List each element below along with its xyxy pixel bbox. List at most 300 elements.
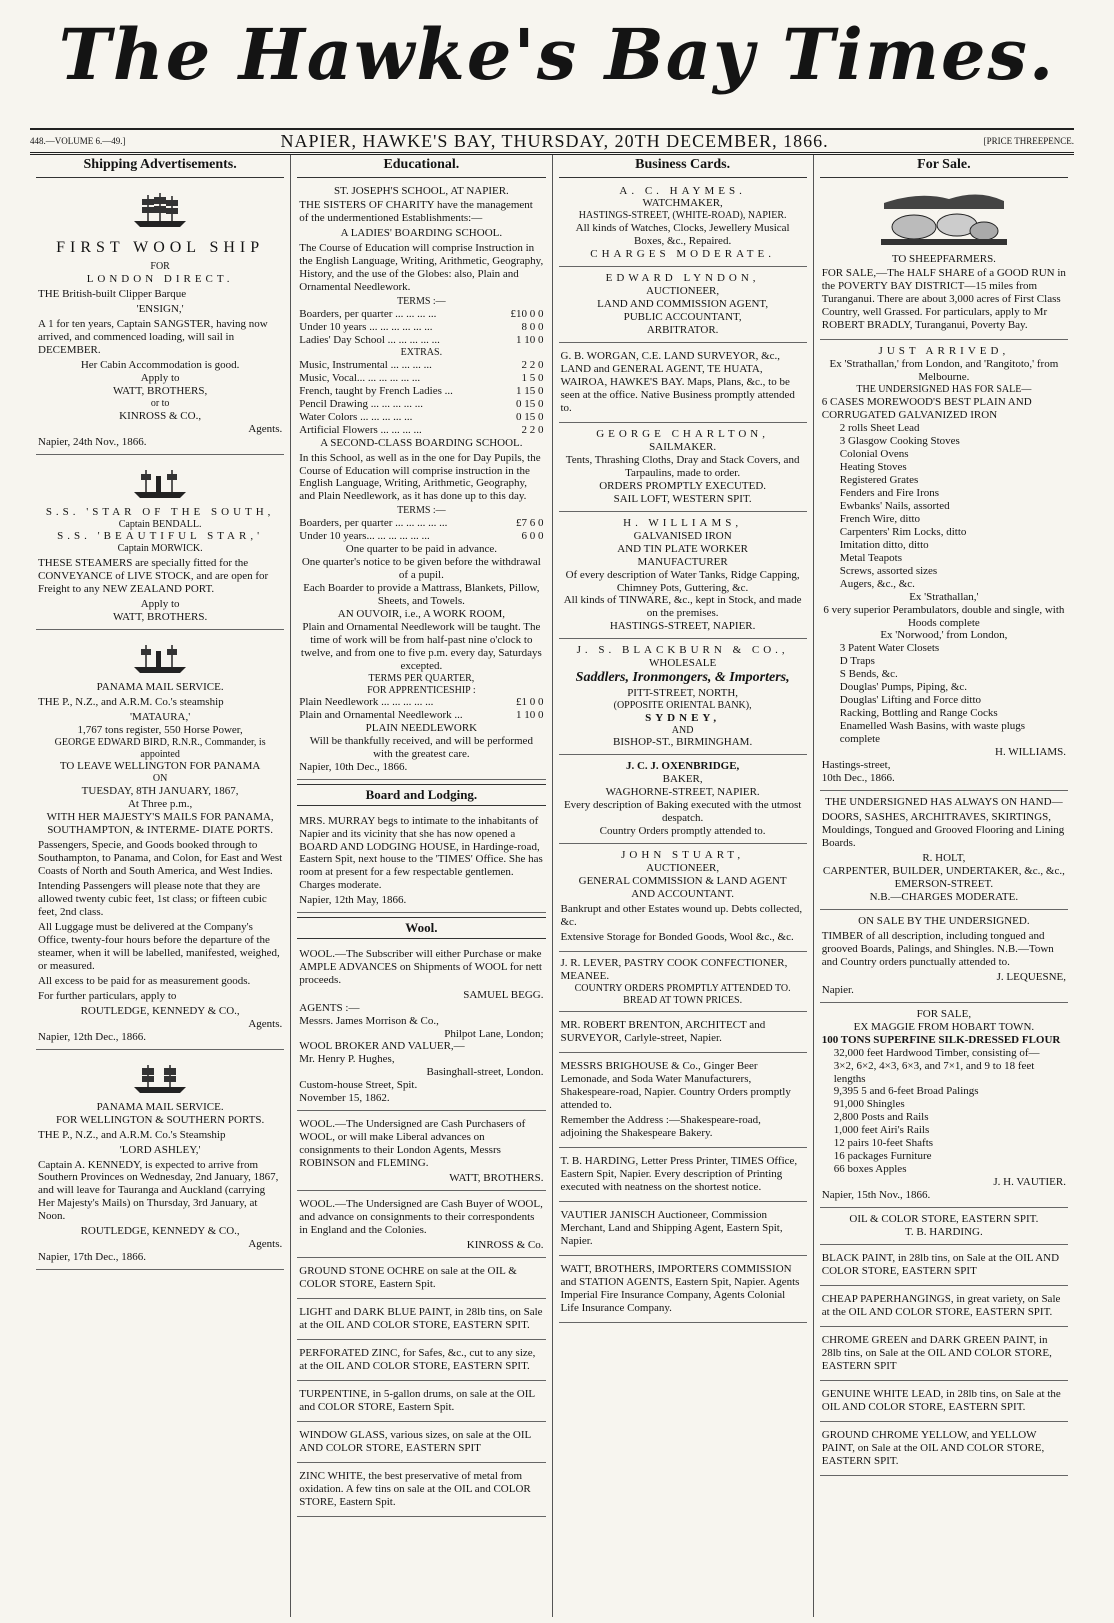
business-line: AUCTIONEER, [646, 862, 720, 875]
ad-body: WINDOW GLASS, various sizes, on sale at the OIL AND COLOR STORE, EASTERN SPIT [299, 1428, 531, 1454]
ad-date: November 15, 1862. [299, 1092, 390, 1105]
fee-item: Artificial Flowers ... ... ... ... [299, 423, 422, 436]
business-line: LAND AND COMMISSION AGENT, [597, 298, 769, 311]
agents-label: AGENTS :— [299, 1001, 360, 1014]
fee-item: Boarders, per quarter ... ... ... ... [299, 308, 437, 321]
ad-body: ZINC WHITE, the best preservative of metal from oxidation. A few tins on sale at the OIL and COLOR STORE, Eastern Spit. [299, 1469, 531, 1508]
columns [30, 155, 1074, 1617]
fee-row [299, 411, 543, 424]
ad-lyndon [559, 269, 807, 343]
ad-oil-color [820, 1329, 1068, 1381]
ad-oil-color [297, 1424, 545, 1463]
ad-date: Napier, 17th Dec., 1866. [38, 1251, 147, 1264]
ad-title: OIL & COLOR STORE, EASTERN SPIT. [849, 1213, 1039, 1226]
agent-name: ROUTLEDGE, KENNEDY & CO., [80, 1004, 240, 1017]
ad-body: LIGHT and DARK BLUE PAINT, in 28lb tins, on Sale at the OIL AND COLOR STORE, EASTERN SPIT. [299, 1305, 543, 1331]
fee-item: Under 10 years ... ... ... ... ... ... [299, 321, 433, 334]
business-address: HASTINGS-STREET, (WHITE-ROAD), NAPIER. [578, 210, 787, 222]
apply-label: Apply to [140, 371, 180, 384]
ad-oil-color [820, 1288, 1068, 1327]
list-item: 91,000 Shingles [833, 1098, 905, 1111]
list-item: French Wire, ditto [839, 512, 921, 525]
list-item: Screws, assorted sizes [839, 564, 938, 577]
ad-subtitle: FOR WELLINGTON & SOUTHERN PORTS. [56, 1113, 265, 1126]
business-line: All kinds of TINWARE, &c., kept in Stock, and made on the premises. [563, 594, 802, 620]
business-trade: SAILMAKER. [649, 440, 717, 453]
ad-wool-begg [297, 943, 545, 1112]
section-title: A SECOND-CLASS BOARDING SCHOOL. [320, 436, 523, 449]
list-item: 1,000 feet Airi's Rails [833, 1124, 930, 1137]
agents-label: Agents. [248, 422, 283, 435]
fee-row [299, 385, 543, 398]
list-item: Registered Grates [839, 473, 919, 486]
ad-subtitle: EX MAGGIE FROM HOBART TOWN. [853, 1020, 1035, 1033]
list-item: Ewbanks' Nails, assorted [839, 499, 950, 512]
dateline-main: NAPIER, HAWKE'S BAY, THURSDAY, 20TH DECEMBER, 1866. [280, 130, 829, 151]
fee-item: Pencil Drawing ... ... ... ... ... [299, 397, 423, 410]
business-address: BISHOP-ST., BIRMINGHAM. [613, 736, 753, 749]
ad-oil-color [820, 1383, 1068, 1422]
apply-label: Apply to [140, 598, 180, 611]
ad-worgan [559, 345, 807, 423]
ad-body: GROUND CHROME YELLOW, and YELLOW PAINT, on Sale at the OIL AND COLOR STORE, EASTERN SPIT. [821, 1428, 1045, 1467]
column-educational [291, 155, 552, 1617]
ship-name: 'LORD ASHLEY,' [119, 1143, 201, 1156]
ad-body: WATT, BROTHERS, IMPORTERS COMMISSION and STATION AGENTS, Eastern Spit, Napier. Agents Imperial Fire Insurance Company, Agents Colonial Life Insurance Company. [560, 1263, 800, 1314]
sailing-time: At Three p.m., [127, 798, 193, 811]
ad-subtitle: T. B. HARDING. [905, 1226, 983, 1239]
ad-brenton [559, 1014, 807, 1053]
ad-title: ST. JOSEPH'S SCHOOL, AT NAPIER. [333, 184, 509, 197]
ad-note: N.B.—CHARGES MODERATE. [869, 890, 1019, 903]
ad-just-arrived [820, 342, 1068, 791]
agent-name: ROUTLEDGE, KENNEDY & CO., [80, 1225, 240, 1238]
business-address: SAIL LOFT, WESTERN SPIT. [613, 492, 752, 505]
fee-amount: 8 0 0 [521, 321, 544, 334]
ad-body: THE SISTERS OF CHARITY have the management of the undermentioned Establishments:— [299, 199, 533, 225]
ship-name: 'MATAURA,' [130, 710, 191, 723]
business-line: AND TIN PLATE WORKER [617, 542, 748, 555]
ad-oil-color [297, 1383, 545, 1422]
list-item: 3 Glasgow Cooking Stoves [839, 434, 960, 447]
ad-oxenbridge [559, 757, 807, 844]
list-item: Metal Teapots [839, 551, 903, 564]
terms-label: TERMS :— [397, 296, 446, 308]
business-address: WAGHORNE-STREET, NAPIER. [605, 786, 760, 799]
list-item: Douglas' Lifting and Force ditto [839, 694, 982, 707]
signature: KINROSS & Co. [466, 1239, 544, 1252]
ad-body: All kinds of Watches, Clocks, Jewellery Musical Boxes, &c., Repaired. [575, 222, 790, 248]
ad-body: VAUTIER JANISCH Auctioneer, Commission Merchant, Land and Shipping Agent, Eastern Spit, Napier. [560, 1209, 783, 1248]
business-line: GENERAL COMMISSION & LAND AGENT [578, 875, 787, 888]
ad-body: DOORS, SASHES, ARCHITRAVES, SKIRTINGS, Mouldings, Tongued and Grooved Flooring and Lining Boards. [821, 811, 1065, 849]
list-item: Carpenters' Rim Locks, ditto [839, 525, 967, 538]
ad-subtitle: Ex 'Strathallan,' from London, and 'Rangitoto,' from Melbourne. [829, 358, 1059, 384]
column-header: Shipping Advertisements. [36, 155, 284, 178]
business-trade: BAKER, [662, 773, 703, 786]
fee-item: Music, Instrumental ... ... ... ... [299, 358, 432, 371]
note: One quarter's notice to be given before the withdrawal of a pupil. [301, 556, 541, 582]
agent-name: WATT, BROTHERS. [113, 611, 208, 624]
ad-oil-color [297, 1260, 545, 1299]
list-item: Enamelled Wash Basins, with waste plugs complete [839, 720, 1026, 746]
column-header: For Sale. [820, 155, 1068, 178]
fee-item: French, taught by French Ladies ... [299, 384, 453, 397]
ad-desc: Captain A. KENNEDY, is expected to arrive from Southern Provinces on Wednesday, 2nd January, 1867, and will leave for Tauranga and Auckland (carrying Her Majesty's Mails) on Thursday, 3rd January, at Noon. [38, 1158, 279, 1223]
business-city: SYDNEY, [645, 711, 721, 724]
ad-oil-color-store [820, 1210, 1068, 1245]
business-line: AND [671, 724, 694, 736]
signature: H. WILLIAMS. [995, 746, 1066, 759]
agent-name: WATT, BROTHERS, [113, 384, 208, 397]
ad-paragraph: Intending Passengers will please note that they are allowed twenty cubic feet, 1st class; or fifteen cubic feet, 2nd class. [38, 880, 267, 918]
list-item: Douglas' Pumps, Piping, &c. [839, 681, 968, 694]
section-title: AN OUVOIR, i.e., A WORK ROOM, [337, 608, 505, 620]
ad-holt [820, 793, 1068, 910]
ad-body: WOOL.—The Undersigned are Cash Purchasers of WOOL, or will make Liberal advances on consignments to their London Agents, Messrs ROBINSON and FLEMING. [299, 1118, 526, 1170]
column-header: Educational. [297, 155, 545, 178]
ad-brighouse [559, 1055, 807, 1148]
ad-body: CHEAP PAPERHANGINGS, in great variety, on Sale at the OIL AND COLOR STORE, EASTERN SPIT. [821, 1293, 1061, 1319]
destination: LONDON DIRECT. [86, 273, 234, 286]
ad-subtitle: THE UNDERSIGNED HAS FOR SALE— [856, 384, 1032, 396]
ad-subtitle: Ex 'Strathallan,' [909, 590, 979, 603]
masthead-title: The Hawke's Bay Times. [58, 13, 1056, 96]
captain: Captain BENDALL. [118, 518, 202, 530]
business-line: MANUFACTURER [637, 555, 728, 568]
ad-body: Tents, Thrashing Cloths, Dray and Stack Covers, and Tarpaulins, made to order. [565, 453, 800, 479]
business-line: PUBLIC ACCOUNTANT, [623, 311, 742, 324]
list-item: 3×2, 6×2, 4×3, 6×3, and 7×1, and 9 to 18 feet lengths [833, 1059, 1035, 1085]
ad-body: THE P., N.Z., and A.R.M. Co.'s Steamship [38, 1128, 226, 1141]
ad-title: ON SALE BY THE UNDERSIGNED. [858, 914, 1030, 927]
ad-date: Napier, 24th Nov., 1866. [38, 435, 147, 448]
ad-board-lodging [297, 810, 545, 914]
agent-line: Messrs. James Morrison & Co., [299, 1014, 439, 1027]
ship-icon [130, 1061, 190, 1097]
ad-williams [559, 514, 807, 640]
list-item: Augers, &c., &c. [839, 577, 915, 590]
ad-wool-ship [36, 182, 284, 455]
commander: GEORGE EDWARD BIRD, R.N.R., Commander, is appointed [54, 736, 266, 760]
ad-wool-kinross [297, 1193, 545, 1258]
ad-vautier-flour [820, 1005, 1068, 1209]
sheep-illustration [879, 189, 1009, 249]
business-name: EDWARD LYNDON, [605, 272, 760, 285]
ad-lequesne [820, 912, 1068, 1003]
ad-blackburn [559, 641, 807, 755]
ad-body: BLACK PAINT, in 28lb tins, on Sale at the OIL AND COLOR STORE, EASTERN SPIT [821, 1252, 1060, 1278]
fee-row [299, 334, 543, 347]
ad-oil-color [297, 1465, 545, 1517]
ad-body: PERFORATED ZINC, for Safes, &c., cut to any size, at the OIL AND COLOR STORE, EASTERN SPIT. [299, 1346, 536, 1372]
business-trade: WATCHMAKER, [642, 197, 723, 210]
list-item: Racking, Bottling and Range Cocks [839, 707, 998, 720]
list-item: 2,800 Posts and Rails [833, 1111, 929, 1124]
ad-title: JUST ARRIVED, [878, 345, 1010, 358]
ad-charlton [559, 425, 807, 512]
ad-note: Remember the Address :—Shakespeare-road, adjoining the Shakespeare Bakery. [560, 1114, 761, 1140]
ad-body: FOR SALE,—The HALF SHARE of a GOOD RUN in the POVERTY BAY DISTRICT—15 miles from Turanganui. There are about 3,000 acres of First Class Country, well Grassed. For particulars, apply to Mr ROBERT BRADLY, Turanganui, Poverty Bay. [821, 267, 1066, 332]
fee-amount: 1 5 0 [521, 371, 544, 384]
business-address: EMERSON-STREET. [894, 877, 994, 890]
ship-icon [130, 191, 190, 231]
ad-title: PANAMA MAIL SERVICE. [96, 1100, 224, 1113]
list-item: 3 Patent Water Closets [839, 642, 940, 655]
fee-amount: 6 0 0 [521, 530, 544, 543]
fee-row [299, 398, 543, 411]
list-item: Heating Stoves [839, 460, 907, 473]
column-for-sale [814, 155, 1074, 1617]
business-name: GEORGE CHARLTON, [596, 427, 770, 440]
signature: J. LEQUESNE, [996, 970, 1066, 983]
ad-panama-mataura [36, 632, 284, 1050]
ad-desc: A 1 for ten years, Captain SANGSTER, having now arrived, and commenced loading, will sail in DECEMBER. [38, 318, 268, 357]
fee-row [299, 530, 543, 543]
ad-body: CHROME GREEN and DARK GREEN PAINT, in 28lb tins, on Sale at the OIL AND COLOR STORE, EASTERN SPIT [821, 1334, 1052, 1372]
ad-title: FOR SALE, [916, 1007, 972, 1020]
for-label: FOR [150, 261, 170, 273]
ad-body: G. B. WORGAN, C.E. LAND SURVEYOR, &c., LAND and GENERAL AGENT, TE HUATA, WAIROA, HAWKE'S BAY. Maps, Plans, &c., to be seen at the office. Native Business promptly attended to. [560, 350, 795, 414]
ad-oil-color [820, 1247, 1068, 1286]
business-name: J. S. BLACKBURN & CO., [576, 644, 789, 657]
business-name: JOHN STUART, [621, 849, 745, 862]
business-name: J. C. J. OXENBRIDGE, [625, 760, 740, 773]
masthead [0, 0, 1114, 110]
fee-amount: 0 15 0 [516, 410, 544, 423]
item-list [822, 422, 1066, 591]
ad-body: MRS. MURRAY begs to intimate to the inhabitants of Napier and its vicinity that she has now opened a BOARD AND LODGING HOUSE, in Hardinge-road, Eastern Spit, next house to the 'TIMES' Office. She has room at present for a few respectable gentlemen. Charges moderate. [299, 814, 543, 892]
ad-paragraph: Passengers, Specie, and Goods booked through to Southampton, to Panama, and Colon, for East and West Coasts of North and South America, and West Indies. [38, 839, 283, 878]
column-shipping [30, 155, 291, 1617]
ad-paragraph: All excess to be paid for as measurement goods. [38, 974, 251, 987]
ad-body: 100 TONS SUPERFINE SILK-DRESSED FLOUR [821, 1033, 1061, 1046]
business-line: Of every description of Water Tanks, Ridge Capping, Chimney Pots, Guttering, &c. [565, 568, 800, 594]
sailing-date: TUESDAY, 8TH JANUARY, 1867, [81, 785, 239, 798]
signature: SAMUEL BEGG. [463, 988, 544, 1001]
ad-subtitle: Ex 'Norwood,' from London, [880, 629, 1008, 642]
terms-label: TERMS PER QUARTER, [368, 672, 475, 684]
steamship-icon [130, 466, 190, 502]
ad-note: CHARGES MODERATE. [590, 248, 775, 261]
ad-body: T. B. HARDING, Letter Press Printer, TIMES Office, Eastern Spit, Napier. Every description of Printing executed with neatness on the shortest notice. [560, 1155, 798, 1194]
fee-row [299, 372, 543, 385]
ad-body: THE P., N.Z., and A.R.M. Co.'s steamship [38, 695, 224, 708]
ad-haymes [559, 182, 807, 268]
fee-row [299, 709, 543, 722]
ad-body: TIMBER of all description, including tongued and grooved Boards, Palings, and Shingles. N.B.—Town and Country orders punctually attended to. [821, 929, 1054, 968]
business-name: J. R. LEVER, PASTRY COOK CONFECTIONER, MEANEE. [560, 956, 788, 982]
agents-label: Agents. [248, 1238, 283, 1251]
list-item: D Traps [839, 655, 875, 668]
ad-title: THE UNDERSIGNED HAS ALWAYS ON HAND— [825, 796, 1063, 809]
agent-name: KINROSS & CO., [119, 409, 202, 422]
agent-line: WOOL BROKER AND VALUER,— [299, 1040, 465, 1053]
ad-body: MESSRS BRIGHOUSE & Co., Ginger Beer Lemonade, and Soda Water Manufacturers, Shakespeare-road, Napier. Country Orders promptly attended to. [560, 1060, 791, 1112]
ad-sheepfarmers [820, 182, 1068, 341]
section-header: Wool. [297, 917, 545, 938]
ad-title: PANAMA MAIL SERVICE. [96, 680, 224, 693]
ad-date: 10th Dec., 1866. [821, 772, 895, 785]
fee-row [299, 308, 543, 321]
extras-label: EXTRAS. [400, 346, 443, 358]
ad-body: TURPENTINE, in 5-gallon drums, on sale at the OIL and COLOR STORE, Eastern Spit. [299, 1387, 535, 1413]
ad-panama-lord-ashley [36, 1052, 284, 1271]
fee-item: Music, Vocal... ... ... ... ... ... [299, 371, 421, 384]
fee-row [299, 359, 543, 372]
business-trade: CARPENTER, BUILDER, UNDERTAKER, &c., &c., [822, 864, 1065, 877]
ad-address: Napier. [821, 983, 854, 996]
list-item: 66 boxes Apples [833, 1163, 907, 1176]
signature: J. H. VAUTIER. [993, 1176, 1066, 1189]
cabin-note: Her Cabin Accommodation is good. [80, 359, 240, 371]
ad-body: Extensive Storage for Bonded Goods, Wool &c., &c. [560, 930, 794, 943]
list-item: 2 rolls Sheet Lead [839, 421, 920, 434]
column-business-cards [553, 155, 814, 1617]
terms-label: TERMS :— [397, 505, 446, 517]
ad-note: Country Orders promptly attended to. [599, 825, 766, 838]
mails-line: WITH HER MAJESTY'S MAILS FOR PANAMA, SOUTHAMPTON, & INTERME- DIATE PORTS. [46, 811, 274, 837]
on-label: ON [152, 773, 168, 785]
list-item: Fenders and Fire Irons [839, 486, 940, 499]
ad-body: WOOL.—The Undersigned are Cash Buyer of WOOL, and advance on consignments to their correspondents in England and the Colonies. [299, 1198, 543, 1237]
ad-body: 6 CASES MOREWOOD'S BEST PLAIN AND CORRUGATED GALVANIZED IRON [821, 396, 1032, 421]
fee-item: Boarders, per quarter ... ... ... ... ... [299, 517, 448, 530]
agents-label: Agents. [248, 1017, 283, 1030]
leave-line: TO LEAVE WELLINGTON FOR PANAMA [59, 760, 261, 773]
ad-note: BREAD AT TOWN PRICES. [623, 994, 743, 1006]
fee-amount: £7 6 0 [516, 517, 544, 530]
agent-line: Custom-house Street, Spit. [299, 1079, 418, 1092]
business-name: A. C. HAYMES. [619, 184, 746, 197]
fee-amount: 0 15 0 [516, 397, 544, 410]
section-title: A LADIES' BOARDING SCHOOL. [340, 227, 503, 240]
dateline [30, 128, 1074, 155]
business-line: ARBITRATOR. [646, 324, 719, 337]
list-item: 32,000 feet Hardwood Timber, consisting of— [833, 1046, 1040, 1059]
business-name: R. HOLT, [922, 851, 966, 864]
ad-body: GROUND STONE OCHRE on sale at the OIL & COLOR STORE, Eastern Spit. [299, 1265, 517, 1290]
fee-row [299, 517, 543, 530]
ad-paragraph: All Luggage must be delivered at the Company's Office, twenty-four hours before the departure of the steamer, when it will be labelled, manifested, weighed, or measured. [38, 920, 280, 972]
business-address: PITT-STREET, NORTH, [627, 686, 739, 699]
signature: WATT, BROTHERS. [449, 1172, 544, 1185]
steamship-icon [130, 641, 190, 677]
or-label: or to [150, 397, 170, 409]
fee-row [299, 321, 543, 334]
fee-row [299, 424, 543, 437]
fee-amount: 2 2 0 [521, 358, 544, 371]
ad-body: 6 very superior Perambulators, double and single, with Hoods complete [823, 603, 1065, 629]
business-line: AND ACCOUNTANT. [631, 888, 735, 901]
captain: Captain MORWICK. [117, 543, 203, 555]
fee-amount: 1 10 0 [516, 334, 544, 346]
agent-line: Philpot Lane, London; [444, 1027, 544, 1040]
item-list [822, 1047, 1066, 1177]
agent-line: Basinghall-street, London. [426, 1066, 544, 1079]
ship-name: S.S. 'BEAUTIFUL STAR,' [57, 530, 264, 543]
ad-desc: The Course of Education will comprise Instruction in the English Language, Writing, Arithmetic, Geography, History, and the use of the Globes: also, Plain and Ornamental Needlework. [299, 242, 544, 294]
list-item: Imitation ditto, ditto [839, 538, 929, 551]
fee-item: Plain Needlework ... ... ... ... ... [299, 696, 434, 709]
ad-title: TO SHEEPFARMERS. [891, 252, 996, 265]
business-name: H. WILLIAMS, [623, 516, 743, 529]
section-title: PLAIN NEEDLEWORK [365, 722, 478, 735]
ad-address: Hastings-street, [821, 759, 891, 772]
section-header: Board and Lodging. [297, 784, 545, 805]
ad-body: THE British-built Clipper Barque [38, 288, 187, 301]
ad-stuart [559, 846, 807, 952]
ad-st-josephs-school [297, 182, 545, 781]
fee-item: Plain and Ornamental Needlework ... [299, 709, 463, 722]
ad-note: COUNTRY ORDERS PROMPTLY ATTENDED TO. [574, 982, 791, 994]
list-item: 16 packages Furniture [833, 1150, 932, 1163]
ad-date: Napier, 12th Dec., 1866. [38, 1030, 147, 1043]
ad-date: Napier, 10th Dec., 1866. [299, 761, 408, 774]
ad-lever [559, 954, 807, 1013]
ad-title: FIRST WOOL SHIP [56, 238, 265, 256]
business-line: AUCTIONEER, [646, 285, 720, 298]
ad-body: Every description of Baking executed with the utmost despatch. [563, 799, 802, 825]
ad-desc: Plain and Ornamental Needlework will be taught. The time of work will be from half-past nine o'clock to twelve, and from one to five p.m. every day, Saturdays excepted. [300, 620, 542, 672]
list-item: 9,395 5 and 6-feet Broad Palings [833, 1085, 979, 1098]
ad-desc: Will be thankfully received, and will be performed with the greatest care. [309, 735, 533, 761]
business-line: WHOLESALE [649, 657, 717, 670]
price: [PRICE THREEPENCE. [983, 136, 1074, 146]
ad-steamers [36, 457, 284, 630]
ad-vautier [559, 1204, 807, 1256]
ad-desc: In this School, as well as in the one for Day Pupils, the Course of Education will comprise instruction in the English Language, Writing, Arithmetic, Geography, and Plain Needlework, as it has done up to this day. [299, 451, 541, 503]
ship-tonnage: 1,767 tons register, 550 Horse Power, [77, 723, 243, 736]
fee-row [299, 696, 543, 709]
fee-amount: £10 0 0 [510, 308, 544, 321]
fee-amount: 1 15 0 [516, 384, 544, 397]
agent-line: Mr. Henry P. Hughes, [299, 1053, 395, 1066]
ad-note: ORDERS PROMPTLY EXECUTED. [599, 479, 767, 492]
fee-item: Under 10 years... ... ... ... ... ... [299, 530, 430, 543]
ad-date: Napier, 15th Nov., 1866. [821, 1189, 931, 1202]
business-line: (OPPOSITE ORIENTAL BANK), [613, 699, 752, 711]
ad-watt-brothers [559, 1258, 807, 1323]
fee-amount: £1 0 0 [516, 696, 544, 709]
list-item: Colonial Ovens [839, 447, 909, 460]
ad-body: Bankrupt and other Estates wound up. Debts collected, &c. [560, 903, 803, 928]
item-list [822, 642, 1066, 746]
ad-date: Napier, 12th May, 1866. [299, 894, 407, 907]
note: Each Boarder to provide a Mattrass, Blankets, Pillow, Sheets, and Towels. [303, 582, 540, 608]
list-item: S Bends, &c. [839, 668, 898, 681]
ad-body: GENUINE WHITE LEAD, in 28lb tins, on Sale at the OIL AND COLOR STORE, EASTERN SPIT. [821, 1387, 1061, 1413]
business-trade: Saddlers, Ironmongers, & Importers, [575, 670, 790, 686]
fee-item: Water Colors ... ... ... ... ... [299, 410, 413, 423]
fee-amount: 1 10 0 [516, 709, 544, 722]
ad-body: MR. ROBERT BRENTON, ARCHITECT and SURVEYOR, Carlyle-street, Napier. [560, 1019, 766, 1045]
ad-wool-watt [297, 1113, 545, 1191]
business-line: GALVANISED IRON [633, 529, 732, 542]
ad-oil-color [297, 1342, 545, 1381]
note: One quarter to be paid in advance. [345, 543, 497, 556]
ad-oil-color [297, 1301, 545, 1340]
column-header: Business Cards. [559, 155, 807, 178]
ad-oil-color [820, 1424, 1068, 1476]
ship-name: S.S. 'STAR OF THE SOUTH, [45, 505, 275, 518]
fee-amount: 2 2 0 [521, 423, 544, 436]
terms-label: FOR APPRENTICESHIP : [367, 684, 476, 696]
business-address: HASTINGS-STREET, NAPIER. [609, 620, 756, 633]
volume-number: 448.—VOLUME 6.—49.] [30, 136, 126, 146]
ad-paragraph: For further particulars, apply to [38, 989, 177, 1002]
ad-harding [559, 1150, 807, 1202]
